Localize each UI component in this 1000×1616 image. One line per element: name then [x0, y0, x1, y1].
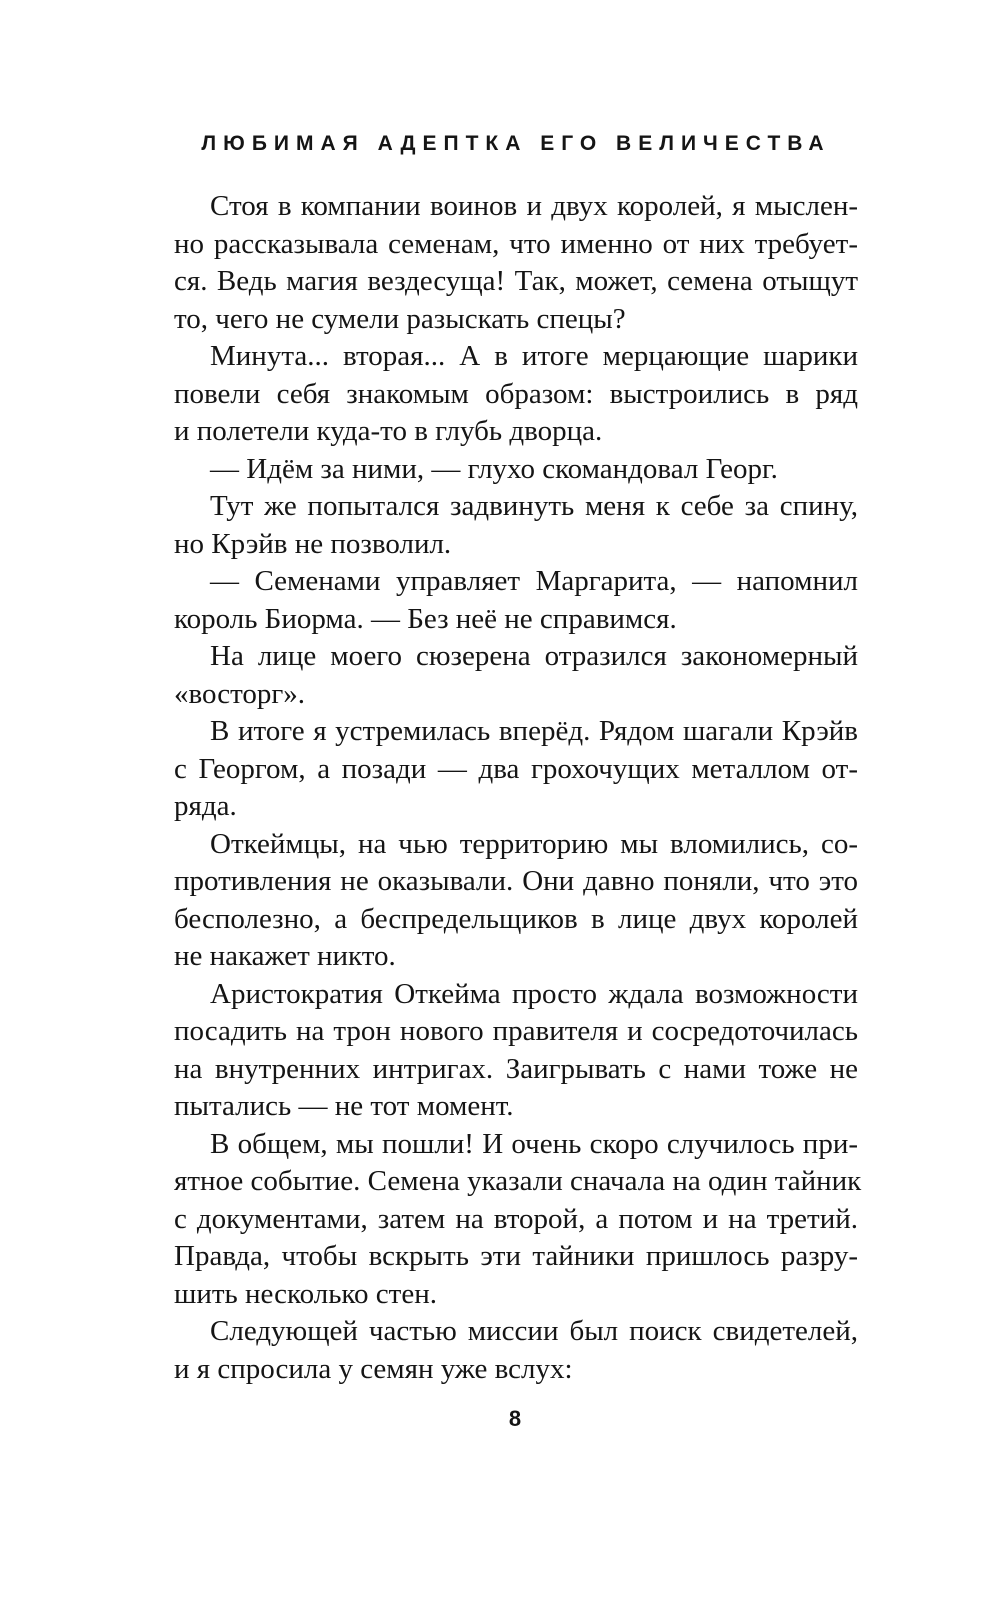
text-line: противления не оказывали. Они давно поняли, что это — [174, 865, 858, 897]
text-line: Аристократия Откейма просто ждала возможности — [210, 977, 858, 1010]
text-line: но рассказывала семенам, что именно от них требует- — [174, 227, 858, 260]
text-line: — Идём за ними, — глухо скомандовал Георг. — [210, 452, 778, 485]
text-body — [174, 188, 862, 1388]
text-line: то, чего не сумели разыскать спецы? — [174, 302, 626, 335]
text-line: Стоя в компании воинов и двух королей, я мыслен- — [210, 190, 858, 222]
text-line: и полетели куда-то в глубь дворца. — [174, 415, 603, 447]
text-line: Правда, чтобы вскрыть эти тайники пришлось разру- — [174, 1240, 858, 1272]
text-line: ся. Ведь магия вездесуща! Так, может, семена отыщут — [174, 265, 858, 297]
text-line: Тут же попытался задвинуть меня к себе за спину, — [210, 490, 858, 522]
text-line: — Семенами управляет Маргарита, — напомнил — [210, 565, 858, 597]
text-line: но Крэйв не позволил. — [174, 527, 452, 560]
text-line: пытались — не тот момент. — [174, 1090, 514, 1122]
page-number: 8 — [508, 1406, 522, 1431]
text-line: и я спросила у семян уже вслух: — [174, 1352, 573, 1385]
text-line: На лице моего сюзерена отразился закономерный — [210, 640, 858, 672]
text-line: Следующей частью миссии был поиск свидетелей, — [210, 1315, 858, 1347]
text-line: ряда. — [174, 790, 237, 822]
text-line: бесполезно, а беспредельщиков в лице двух королей — [174, 902, 858, 935]
text-line: В итоге я устремилась вперёд. Рядом шагали Крэйв — [210, 715, 858, 747]
text-line: на внутренних интригах. Заигрывать с нами тоже не — [174, 1052, 858, 1085]
text-line: шить несколько стен. — [174, 1277, 437, 1310]
text-line: посадить на трон нового правителя и сосредоточилась — [174, 1015, 858, 1047]
text-line: ятное событие. Семена указали сначала на один тайник — [174, 1165, 862, 1197]
text-line: с документами, затем на второй, а потом и на третий. — [174, 1202, 858, 1235]
text-line: В общем, мы пошли! И очень скоро случилось при- — [210, 1127, 858, 1160]
text-line: Откеймцы, на чью территорию мы вломились, со- — [210, 827, 858, 860]
text-line: повели себя знакомым образом: выстроились в ряд — [174, 377, 858, 410]
running-header: ЛЮБИМАЯ АДЕПТКА ЕГО ВЕЛИЧЕСТВА — [201, 132, 831, 155]
text-line: не накажет никто. — [174, 940, 396, 972]
text-line: король Биорма. — Без неё не справимся. — [174, 602, 677, 635]
text-line: с Георгом, а позади — два грохочущих металлом от- — [174, 752, 858, 785]
text-line: Минута... вторая... А в итоге мерцающие шарики — [210, 340, 858, 372]
text-line: «восторг». — [174, 677, 306, 710]
